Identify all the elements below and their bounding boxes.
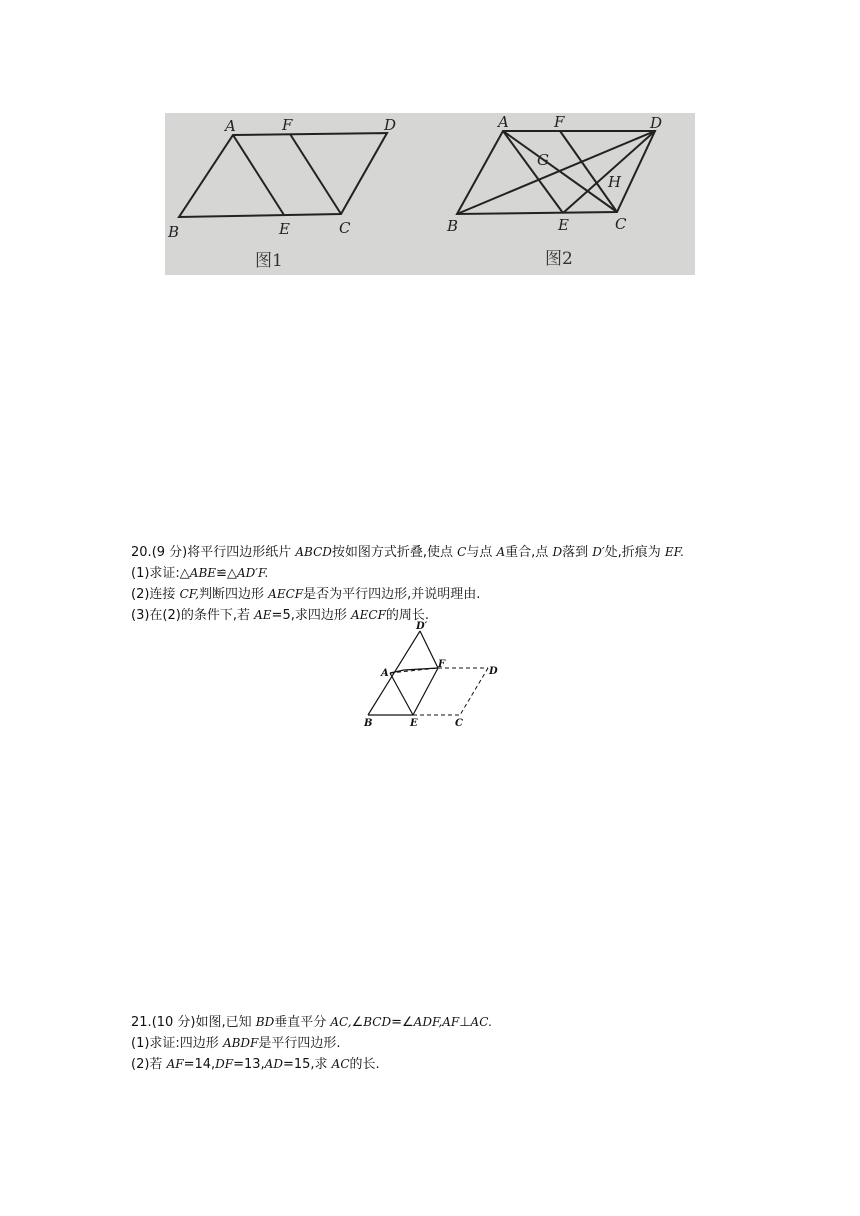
q20-var: C [457,545,467,559]
q20-text: (1)求证:△ [131,566,190,581]
q20-var: EF. [664,545,684,559]
q20-var: AECF [350,608,386,622]
q20-var: ABE [189,566,217,580]
fig1-line-ae [233,135,284,215]
q20-text: 处,折痕为 [604,545,665,560]
q21-text: (2)若 [131,1057,167,1072]
q21-text: =13, [233,1057,265,1072]
q20-figure-svg [358,618,508,730]
q21-part-2 [131,1054,492,1075]
q20-var: CF, [179,587,200,601]
fig20-label-dprime: D′ [416,621,428,632]
q21-var: BCD [363,1015,392,1029]
q20-part-1 [131,563,684,584]
q20-text: 判断四边形 [199,587,269,602]
fig2-label-d: D [650,114,663,132]
fig20-label-d: D [489,666,498,677]
q21-text: 如图,已知 [195,1015,256,1030]
q21-var: AD [264,1057,283,1071]
fig1-label-f: F [282,116,293,134]
q20-figure [358,618,508,730]
q20-stem [131,542,684,563]
fig20-label-b: B [364,718,373,729]
question-20 [131,542,684,626]
fig1-caption: 图1 [255,251,283,271]
q20-text: 将平行四边形纸片 [187,545,296,560]
q21-var: AC. [470,1015,492,1029]
fig20-segment-dpf [420,631,438,668]
q21-text: 垂直平分 [274,1015,331,1030]
q20-var: A [496,545,506,559]
q21-text: (1)求证:四边形 [131,1036,223,1051]
fig1-label-c: C [339,219,351,237]
q21-text: ∠ [351,1015,364,1030]
fig2-label-g: G [537,151,549,169]
q20-number: 20. [131,545,152,560]
q20-text: (3)在(2)的条件下,若 [131,608,255,623]
q21-number: 21. [131,1015,152,1030]
q20-text: (2)连接 [131,587,180,602]
fig2-label-b: B [447,217,459,235]
q21-part-1 [131,1033,492,1054]
q20-part-2 [131,584,684,605]
q20-text: 是否为平行四边形,并说明理由. [303,587,481,602]
fig1-label-a: A [225,117,236,135]
q20-text: 与点 [466,545,497,560]
q20-var: AD′F. [236,566,269,580]
q20-text: 重合,点 [505,545,553,560]
q20-text: ≌△ [216,566,237,581]
q21-var: ABDF [222,1036,259,1050]
q21-text: =15,求 [282,1057,332,1072]
fig20-label-f: F [438,659,446,670]
q20-var: D [552,545,563,559]
q21-stem [131,1012,492,1033]
fig20-label-c: C [455,718,463,729]
fig2-label-h: H [608,173,622,191]
fig20-segment-ef [413,668,438,715]
fig20-dashed-dc [460,668,488,715]
fig2-diagonal-bd [457,131,655,214]
q20-var: AECF [268,587,304,601]
fig20-label-a: A [381,668,389,679]
q21-text: ⊥ [459,1015,471,1030]
fig1-line-fc [290,134,341,214]
figure-photo-svg [165,113,695,275]
q20-text: 按如图方式折叠,使点 [331,545,458,560]
fig20-segment-ae [390,673,413,715]
q20-var: ABCD [295,545,332,559]
fig2-caption: 图2 [545,249,573,269]
q21-score: (10 分) [151,1015,196,1030]
q21-text: 的长. [349,1057,380,1072]
q20-text: 落到 [562,545,593,560]
q21-var: AC, [330,1015,352,1029]
fig2-label-e: E [558,216,569,234]
q21-var: AC [331,1057,350,1071]
fig1-label-e: E [279,220,290,238]
fig2-label-a: A [498,113,509,131]
fig1-parallelogram [179,133,387,217]
q20-var: D′ [592,545,605,559]
q21-var: BD [255,1015,275,1029]
q20-text: 的周长. [385,608,430,623]
q20-score: (9 分) [151,545,188,560]
fig2-line-ae [503,131,563,213]
q20-text: =5,求四边形 [271,608,351,623]
fig1-label-b: B [168,223,180,241]
q20-var: AE [254,608,272,622]
q21-text: =14, [183,1057,216,1072]
q21-text: 是平行四边形. [258,1036,341,1051]
fig1-label-d: D [384,116,397,134]
q21-var: AF [166,1057,184,1071]
q21-var: ADF,AF [413,1015,460,1029]
question-21 [131,1012,492,1075]
figure-photo [165,113,695,275]
fig2-label-f: F [554,113,565,131]
fig20-label-e: E [410,718,418,729]
q21-text: =∠ [391,1015,414,1030]
q21-var: DF [215,1057,234,1071]
fig2-label-c: C [615,215,627,233]
